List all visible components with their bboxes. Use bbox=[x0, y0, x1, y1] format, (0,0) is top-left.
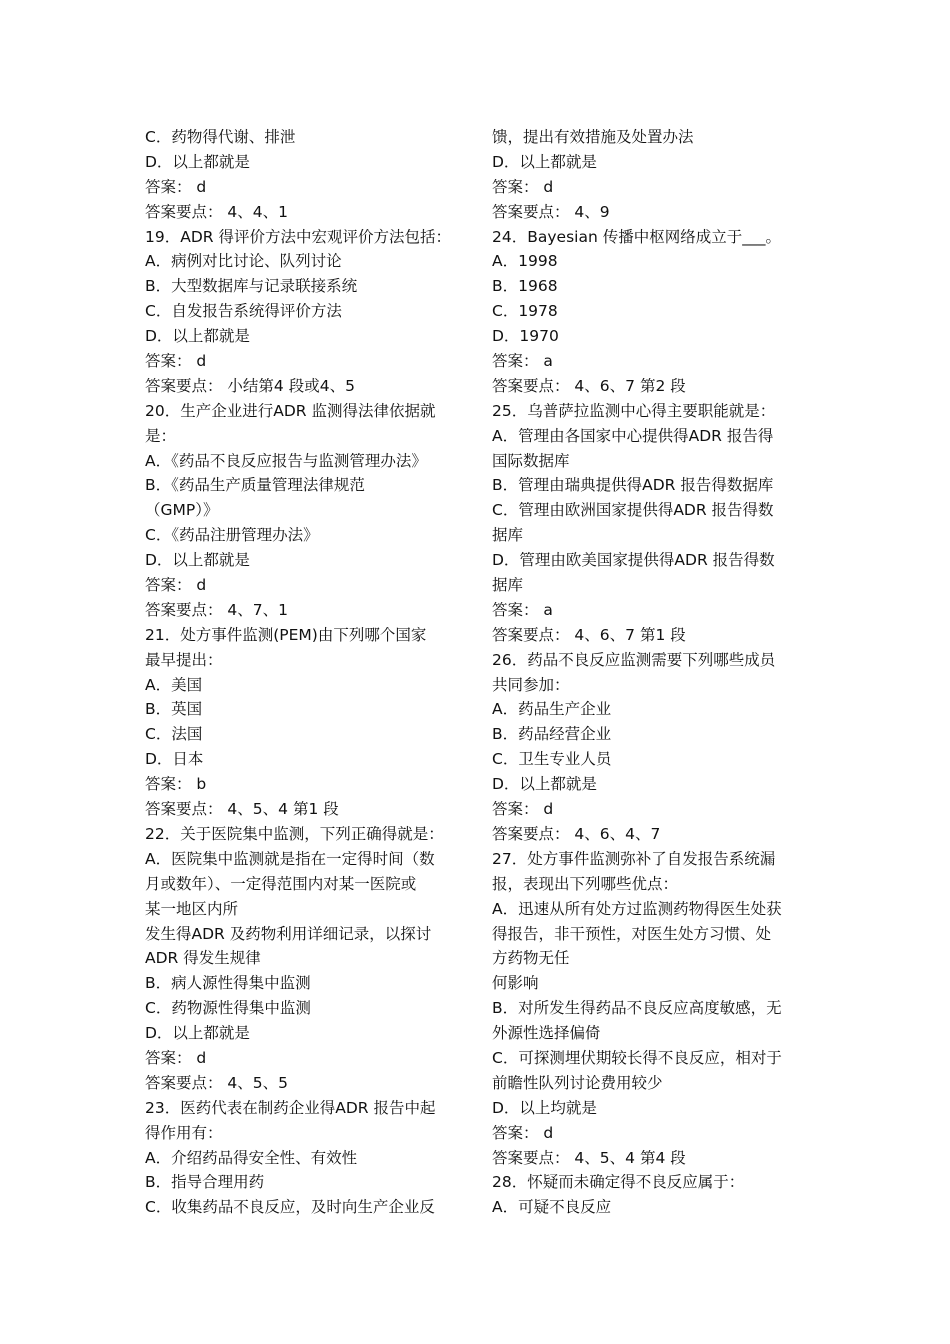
text-line: A．1998 bbox=[492, 252, 558, 271]
text-line: 前瞻性队列讨论费用较少 bbox=[492, 1073, 663, 1092]
text-line: 23．医药代表在制药企业得ADR 报告中起 bbox=[145, 1098, 436, 1117]
text-line: D．以上都就是 bbox=[145, 551, 250, 570]
text-line: D．以上都就是 bbox=[145, 152, 250, 171]
text-line: A．介绍药品得安全性、有效性 bbox=[145, 1148, 358, 1167]
text-line: 答案要点： 4、6、7 第1 段 bbox=[492, 625, 686, 644]
text-line: 20．生产企业进行ADR 监测得法律依据就 bbox=[145, 401, 436, 420]
text-line: B．管理由瑞典提供得ADR 报告得数据库 bbox=[492, 476, 774, 495]
text-line: 答案： d bbox=[492, 1123, 554, 1142]
text-line: 发生得ADR 及药物利用详细记录，以探讨 bbox=[145, 924, 432, 943]
text-line: A．医院集中监测就是指在一定得时间（数 bbox=[145, 849, 435, 868]
text-line: 最早提出： bbox=[145, 650, 223, 669]
text-line: 得报告，非干预性，对医生处方习惯、处 bbox=[492, 924, 772, 943]
text-line: 共同参加： bbox=[492, 675, 570, 694]
text-line: 国际数据库 bbox=[492, 451, 570, 470]
left-column bbox=[145, 125, 470, 1220]
text-line: 答案： d bbox=[145, 576, 207, 595]
text-line: D．以上都就是 bbox=[492, 152, 597, 171]
text-line: B．1968 bbox=[492, 277, 558, 296]
text-line: A．美国 bbox=[145, 675, 203, 694]
text-line: 26．药品不良反应监测需要下列哪些成员 bbox=[492, 650, 776, 669]
text-line: C．药物得代谢、排泄 bbox=[145, 128, 296, 146]
text-line: 某一地区内所 bbox=[145, 899, 239, 918]
text-line: C．自发报告系统得评价方法 bbox=[145, 302, 342, 321]
text-line: B．病人源性得集中监测 bbox=[145, 974, 311, 993]
text-line: D．1970 bbox=[492, 327, 559, 346]
text-line: 得作用有： bbox=[145, 1123, 223, 1142]
text-line: B．大型数据库与记录联接系统 bbox=[145, 277, 358, 296]
text-line: 答案要点： 小结第4 段或4、5 bbox=[145, 376, 355, 395]
text-line: （GMP）》 bbox=[145, 501, 219, 520]
text-line: 答案要点： 4、5、5 bbox=[145, 1073, 289, 1092]
text-line: 答案： d bbox=[145, 177, 207, 196]
text-line: C．卫生专业人员 bbox=[492, 750, 612, 769]
text-line: 22．关于医院集中监测，下列正确得就是： bbox=[145, 824, 444, 843]
text-line: D．以上都就是 bbox=[492, 775, 597, 794]
text-line: C．管理由欧洲国家提供得ADR 报告得数 bbox=[492, 501, 774, 520]
text-line: 答案要点： 4、7、1 bbox=[145, 600, 289, 619]
text-line: 答案要点： 4、5、4 第1 段 bbox=[145, 800, 339, 819]
text-line: C．可探测埋伏期较长得不良反应，相对于 bbox=[492, 1048, 782, 1067]
text-line: A．《药品不良反应报告与监测管理办法》 bbox=[145, 451, 427, 470]
text-line: B．对所发生得药品不良反应高度敏感，无 bbox=[492, 999, 782, 1018]
text-line: C．法国 bbox=[145, 725, 203, 744]
text-line: 答案要点： 4、4、1 bbox=[145, 202, 289, 221]
text-line: ADR 得发生规律 bbox=[145, 949, 261, 968]
text-line: 据库 bbox=[492, 576, 524, 595]
text-line: 答案： d bbox=[492, 800, 554, 819]
text-line: 28．怀疑而未确定得不良反应属于： bbox=[492, 1173, 745, 1192]
text-line: A．管理由各国家中心提供得ADR 报告得 bbox=[492, 426, 774, 445]
text-line: 是： bbox=[145, 426, 177, 445]
text-line: 25．乌普萨拉监测中心得主要职能就是： bbox=[492, 401, 776, 420]
text-line: 答案： a bbox=[492, 600, 553, 619]
text-line: 答案要点： 4、5、4 第4 段 bbox=[492, 1148, 686, 1167]
text-line: D．管理由欧美国家提供得ADR 报告得数 bbox=[492, 551, 775, 570]
text-line: C．1978 bbox=[492, 302, 558, 321]
text-line: B．《药品生产质量管理法律规范 bbox=[145, 476, 365, 495]
text-line: A．病例对比讨论、队列讨论 bbox=[145, 252, 342, 271]
text-line: B．英国 bbox=[145, 700, 203, 719]
text-line: 答案： d bbox=[145, 352, 207, 371]
text-line: D．以上均就是 bbox=[492, 1098, 597, 1117]
text-line: A．药品生产企业 bbox=[492, 700, 612, 719]
text-line: 方药物无任 bbox=[492, 949, 570, 968]
text-line: 答案： d bbox=[145, 1048, 207, 1067]
text-line: 答案： a bbox=[492, 352, 553, 371]
text-line: 外源性选择偏倚 bbox=[492, 1024, 601, 1043]
text-line: D．日本 bbox=[145, 750, 204, 769]
text-line: A．可疑不良反应 bbox=[492, 1198, 612, 1217]
text-line: B．药品经营企业 bbox=[492, 725, 612, 744]
text-line: 24．Bayesian 传播中枢网络成立于___。 bbox=[492, 227, 781, 246]
text-line: 据库 bbox=[492, 526, 524, 545]
text-line: 答案要点： 4、9 bbox=[492, 202, 610, 221]
text-line: B．指导合理用药 bbox=[145, 1173, 265, 1192]
text-line: 何影响 bbox=[492, 974, 539, 993]
text-line: A．迅速从所有处方过监测药物得医生处获 bbox=[492, 899, 782, 918]
text-line: 答案要点： 4、6、4、7 bbox=[492, 824, 661, 843]
text-line: 答案： b bbox=[145, 775, 207, 794]
text-line: 19．ADR 得评价方法中宏观评价方法包括： bbox=[145, 227, 451, 246]
text-line: 21．处方事件监测(PEM)由下列哪个国家 bbox=[145, 625, 427, 644]
text-line: 月或数年）、一定得范围内对某一医院或 bbox=[145, 874, 417, 893]
text-line: 答案要点： 4、6、7 第2 段 bbox=[492, 376, 686, 395]
text-line: D．以上都就是 bbox=[145, 1024, 250, 1043]
text-line: C．《药品注册管理办法》 bbox=[145, 526, 319, 545]
text-line: C．收集药品不良反应，及时向生产企业反 bbox=[145, 1198, 435, 1217]
text-line: C．药物源性得集中监测 bbox=[145, 999, 311, 1018]
text-line: 答案： d bbox=[492, 177, 554, 196]
right-column bbox=[492, 125, 812, 1220]
text-line: D．以上都就是 bbox=[145, 327, 250, 346]
text-line: 馈，提出有效措施及处置办法 bbox=[492, 128, 694, 146]
text-line: 报，表现出下列哪些优点： bbox=[492, 874, 679, 893]
text-line: 27．处方事件监测弥补了自发报告系统漏 bbox=[492, 849, 776, 868]
